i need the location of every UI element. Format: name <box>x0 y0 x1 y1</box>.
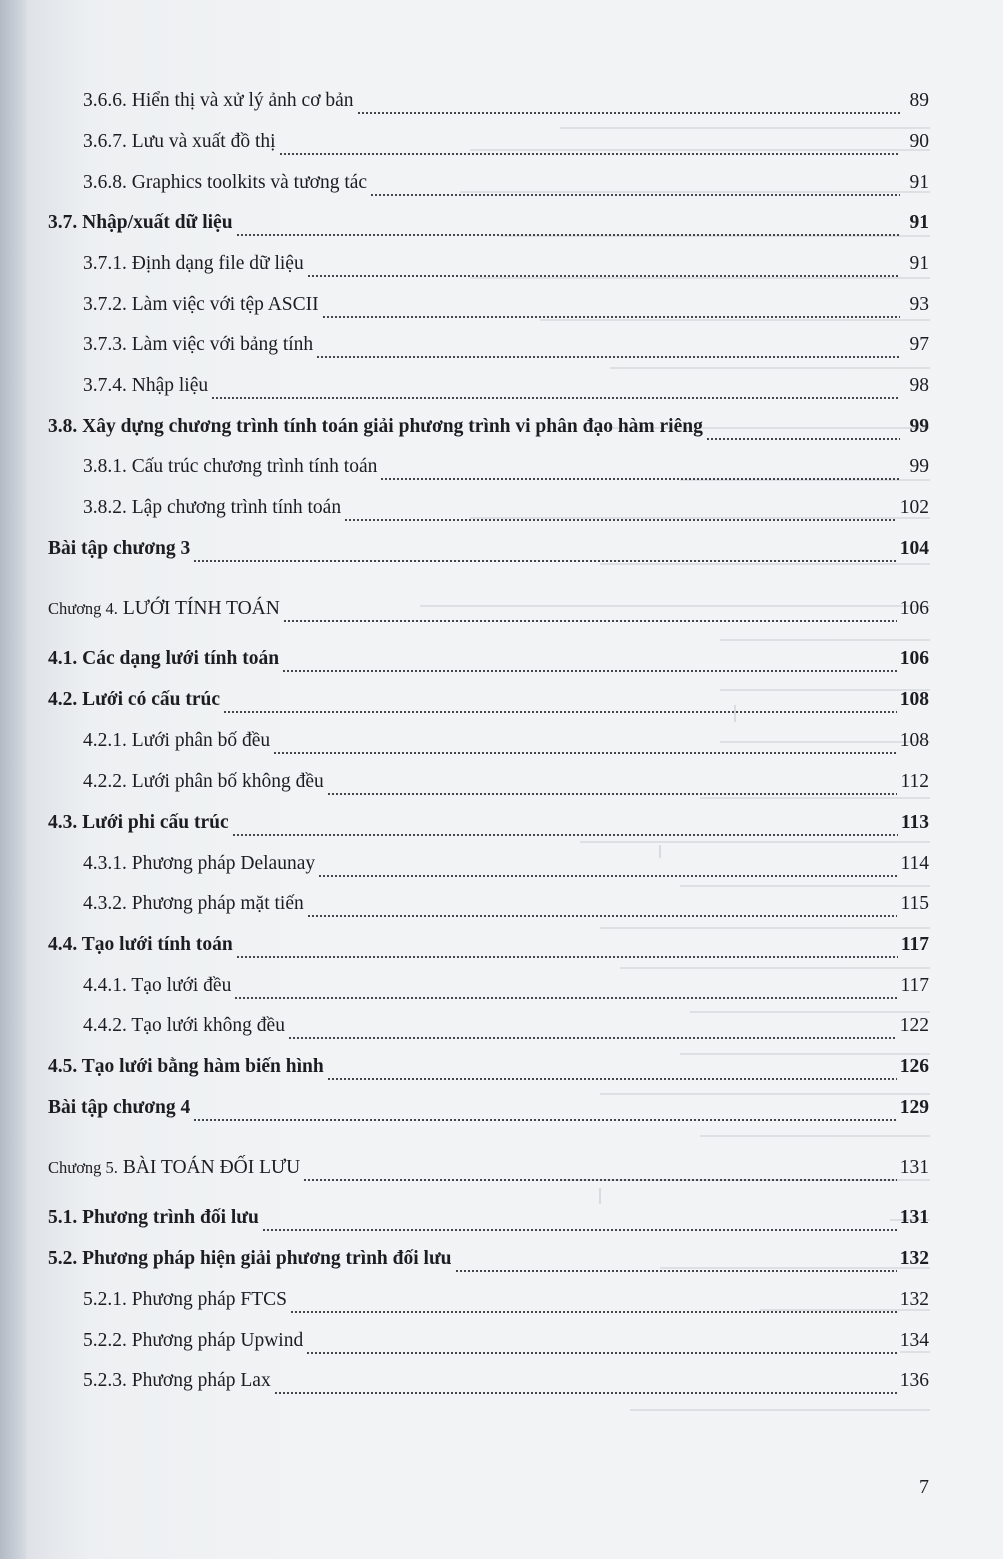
toc-entry-page: 104 <box>899 538 929 559</box>
toc-subsection-entry <box>83 253 929 283</box>
toc-subsection-entry <box>83 1330 929 1360</box>
toc-subsection-entry <box>83 334 929 364</box>
dot-leader <box>455 1270 897 1272</box>
toc-entry-page: 99 <box>909 416 929 437</box>
toc-entry-label: 4.4. Tạo lưới tính toán <box>48 934 233 955</box>
dot-leader <box>316 356 900 358</box>
toc-entry-label: 3.7. Nhập/xuất dữ liệu <box>48 212 233 233</box>
toc-section-entry <box>48 1207 929 1237</box>
dot-leader <box>234 997 897 999</box>
toc-chapter-label <box>48 1157 300 1179</box>
toc-entry-page: 91 <box>909 253 929 274</box>
toc-entry-label: 3.8.2. Lập chương trình tính toán <box>83 497 342 518</box>
toc-entry-page: 131 <box>899 1157 929 1178</box>
toc-entry-page: 126 <box>899 1056 929 1077</box>
toc-entry-page: 113 <box>900 812 929 833</box>
dot-leader <box>344 519 897 521</box>
dot-leader <box>288 1037 897 1039</box>
toc-entry-page: 122 <box>899 1015 929 1036</box>
toc-subsection-entry <box>83 375 929 405</box>
toc-entry-label: 5.2.1. Phương pháp FTCS <box>83 1289 287 1310</box>
toc-subsection-entry <box>83 294 929 324</box>
dot-leader <box>274 1392 897 1394</box>
toc-entry-label: 3.6.7. Lưu và xuất đồ thị <box>83 131 276 152</box>
dot-leader <box>306 1352 897 1354</box>
toc-entry-label: 3.6.6. Hiển thị và xử lý ảnh cơ bản <box>83 90 354 111</box>
toc-entry-label: 5.2. Phương pháp hiện giải phương trình đối lưu <box>48 1248 452 1269</box>
toc-entry-label: 4.2. Lưới có cấu trúc <box>48 689 220 710</box>
dot-leader <box>370 194 900 196</box>
dot-leader <box>303 1179 896 1181</box>
toc-section-entry <box>48 1056 929 1086</box>
toc-entry-label: 3.7.3. Làm việc với bảng tính <box>83 334 314 355</box>
toc-section-entry <box>48 416 929 446</box>
toc-entry-page: 117 <box>900 975 929 996</box>
toc-entry-page: 131 <box>899 1207 929 1228</box>
dot-leader <box>307 275 900 277</box>
toc-subsection-entry <box>83 456 929 486</box>
toc-entry-label: 4.2.2. Lưới phân bố không đều <box>83 771 324 792</box>
toc-entry-page: 89 <box>909 90 929 111</box>
toc-entry-page: 114 <box>900 853 929 874</box>
toc-subsection-entry <box>83 1289 929 1319</box>
toc-entry-label: 3.7.4. Nhập liệu <box>83 375 209 396</box>
dot-leader <box>327 793 898 795</box>
toc-entry-label: Bài tập chương 4 <box>48 1097 191 1118</box>
toc-subsection-entry <box>83 730 929 760</box>
toc-entry-label: 3.6.8. Graphics toolkits và tương tác <box>83 172 368 193</box>
toc-entry-label: 3.7.2. Làm việc với tệp ASCII <box>83 294 319 315</box>
chapter-title: LƯỚI TÍNH TOÁN <box>117 598 280 619</box>
dot-leader <box>282 670 897 672</box>
toc-entry-page: 132 <box>899 1289 929 1310</box>
dot-leader <box>211 397 900 399</box>
toc-section-entry <box>48 538 929 568</box>
toc-entry-label: 3.8. Xây dựng chương trình tính toán giải phương trình vi phân đạo hàm riêng <box>48 416 703 437</box>
toc-entry-label: 3.7.1. Định dạng file dữ liệu <box>83 253 304 274</box>
toc-entry-page: 97 <box>909 334 929 355</box>
toc-subsection-entry <box>83 1370 929 1400</box>
toc-section-entry <box>48 1097 929 1127</box>
book-spine-shadow <box>0 0 26 1559</box>
toc-chapter-label <box>48 598 280 620</box>
toc-entry-page: 102 <box>899 497 929 518</box>
toc-entry-page: 112 <box>900 771 929 792</box>
toc-entry-page: 134 <box>899 1330 929 1351</box>
toc-subsection-entry <box>83 771 929 801</box>
toc-entry-label: 4.2.1. Lưới phân bố đều <box>83 730 271 751</box>
toc-entry-page: 108 <box>899 689 929 710</box>
toc-section-entry <box>48 812 929 842</box>
dot-leader <box>380 478 900 480</box>
dot-leader <box>279 153 900 155</box>
dot-leader <box>262 1229 897 1231</box>
toc-entry-label: 4.4.2. Tạo lưới không đều <box>83 1015 285 1036</box>
chapter-prefix: Chương 5. <box>48 1158 118 1177</box>
toc-subsection-entry <box>83 975 929 1005</box>
toc-entry-page: 106 <box>899 598 929 619</box>
dot-leader <box>223 711 897 713</box>
toc-subsection-entry <box>83 893 929 923</box>
chapter-title: BÀI TOÁN ĐỐI LƯU <box>117 1157 301 1178</box>
dot-leader <box>357 112 900 114</box>
toc-entry-label: 4.3.1. Phương pháp Delaunay <box>83 853 316 874</box>
toc-entry-page: 132 <box>899 1248 929 1269</box>
dot-leader <box>283 620 897 622</box>
toc-entry-label: 5.1. Phương trình đối lưu <box>48 1207 259 1228</box>
toc-section-entry <box>48 1248 929 1278</box>
dot-leader <box>193 1119 897 1121</box>
dot-leader <box>322 316 900 318</box>
toc-entry-label: 5.2.2. Phương pháp Upwind <box>83 1330 304 1351</box>
toc-subsection-entry <box>83 172 929 202</box>
toc-section-entry <box>48 934 929 964</box>
toc-entry-label: 4.3. Lưới phi cấu trúc <box>48 812 229 833</box>
toc-entry-page: 91 <box>909 212 929 233</box>
toc-entry-page: 129 <box>899 1097 929 1118</box>
dot-leader <box>327 1078 897 1080</box>
toc-entry-page: 115 <box>900 893 929 914</box>
dot-leader <box>307 915 898 917</box>
toc-subsection-entry <box>83 1015 929 1045</box>
toc-chapter-entry <box>48 598 929 628</box>
toc-entry-page: 99 <box>909 456 929 477</box>
toc-chapter-entry <box>48 1157 929 1187</box>
toc-subsection-entry <box>83 131 929 161</box>
toc-subsection-entry <box>83 90 929 120</box>
chapter-prefix: Chương 4. <box>48 599 118 618</box>
toc-entry-label: 4.1. Các dạng lưới tính toán <box>48 648 280 669</box>
toc-entry-page: 136 <box>899 1370 929 1391</box>
toc-entry-label: 5.2.3. Phương pháp Lax <box>83 1370 271 1391</box>
toc-subsection-entry <box>83 853 929 883</box>
toc-entry-page: 91 <box>909 172 929 193</box>
dot-leader <box>236 956 898 958</box>
toc-entry-page: 108 <box>899 730 929 751</box>
page-number: 7 <box>919 1476 929 1498</box>
toc-entry-label: 4.3.2. Phương pháp mặt tiến <box>83 893 304 914</box>
toc-entry-label: Bài tập chương 3 <box>48 538 191 559</box>
dot-leader <box>232 834 898 836</box>
toc-section-entry <box>48 212 929 242</box>
toc-entry-label: 3.8.1. Cấu trúc chương trình tính toán <box>83 456 378 477</box>
toc-subsection-entry <box>83 497 929 527</box>
toc-entry-page: 90 <box>909 131 929 152</box>
toc-section-entry <box>48 689 929 719</box>
toc-entry-page: 98 <box>909 375 929 396</box>
dot-leader <box>706 438 900 440</box>
toc-entry-label: 4.4.1. Tạo lưới đều <box>83 975 232 996</box>
toc-entry-page: 93 <box>909 294 929 315</box>
dot-leader <box>318 875 897 877</box>
toc-entry-label: 4.5. Tạo lưới bằng hàm biến hình <box>48 1056 324 1077</box>
toc-section-entry <box>48 648 929 678</box>
toc-entry-page: 106 <box>899 648 929 669</box>
toc-entry-page: 117 <box>900 934 929 955</box>
dot-leader <box>193 560 897 562</box>
dot-leader <box>273 752 897 754</box>
dot-leader <box>236 234 900 236</box>
dot-leader <box>290 1311 897 1313</box>
